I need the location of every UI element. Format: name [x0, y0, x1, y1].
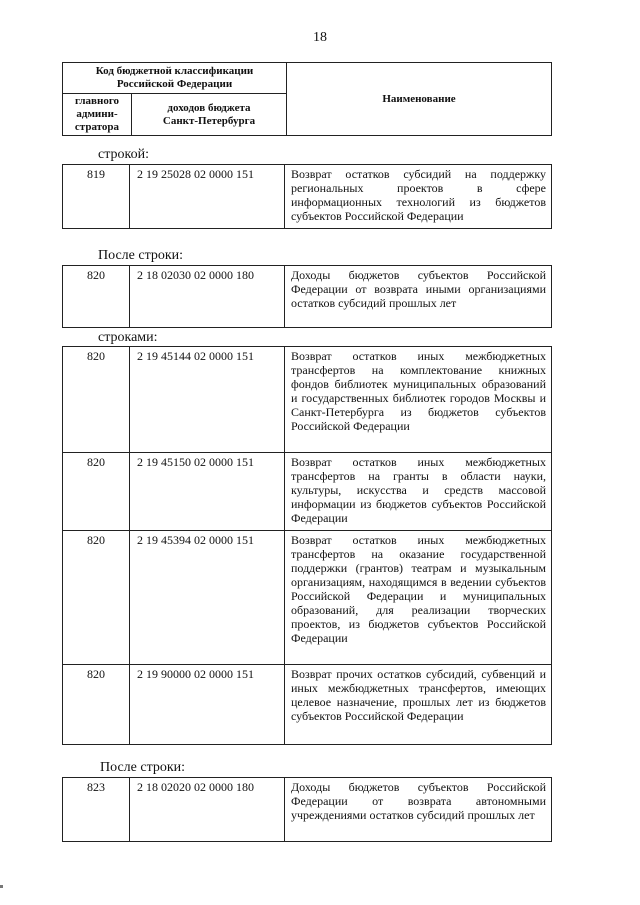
table-row — [63, 165, 552, 229]
kbk-code: 2 19 45394 02 0000 151 — [130, 531, 285, 665]
data-table — [62, 164, 552, 229]
table-row — [63, 266, 552, 328]
header-table — [62, 62, 552, 136]
item-name: Возврат остатков иных межбюджетных трансфертов на гранты в области науки, культуры, искусства и средств массовой информации из бюджетов субъектов Российской Федерации — [285, 453, 552, 531]
admin-code: 823 — [63, 778, 130, 842]
item-name: Возврат остатков иных межбюджетных трансфертов на оказание государственной поддержки (грантов) театрам и музыкальным организациям, находящимся в ведении субъектов Российской Федерации и муниципальных образований, для реализации творческих проектов, из бюджетов субъектов Российской Федерации — [285, 531, 552, 665]
kbk-code: 2 18 02020 02 0000 180 — [130, 778, 285, 842]
kbk-code: 2 19 45150 02 0000 151 — [130, 453, 285, 531]
header-admin: главного админи-стратора — [63, 94, 132, 136]
kbk-code: 2 19 45144 02 0000 151 — [130, 347, 285, 453]
kbk-code: 2 19 90000 02 0000 151 — [130, 665, 285, 745]
admin-code: 819 — [63, 165, 130, 229]
header-name: Наименование — [287, 63, 552, 136]
admin-code: 820 — [63, 347, 130, 453]
item-name: Доходы бюджетов субъектов Российской Федерации от возврата автономными учреждениями остатков субсидий прошлых лет — [285, 778, 552, 842]
admin-code: 820 — [63, 453, 130, 531]
data-table — [62, 265, 552, 328]
data-table — [62, 777, 552, 842]
header-income: доходов бюджета Санкт-Петербурга — [132, 94, 287, 136]
section-caption: После строки: — [100, 760, 186, 775]
table-row — [63, 531, 552, 665]
item-name: Доходы бюджетов субъектов Российской Федерации от возврата иными организациями остатков субсидий прошлых лет — [285, 266, 552, 328]
item-name: Возврат прочих остатков субсидий, субвенций и иных межбюджетных трансфертов, имеющих целевое назначение, прошлых лет из бюджетов субъектов Российской Федерации — [285, 665, 552, 745]
section-caption: строками: — [98, 330, 158, 345]
kbk-code: 2 19 25028 02 0000 151 — [130, 165, 285, 229]
admin-code: 820 — [63, 665, 130, 745]
table-row — [63, 347, 552, 453]
header-kbk: Код бюджетной классификации Российской Федерации — [63, 63, 287, 94]
section-caption: После строки: — [98, 248, 184, 263]
section-caption: строкой: — [98, 147, 149, 162]
admin-code: 820 — [63, 266, 130, 328]
data-table — [62, 346, 552, 745]
item-name: Возврат остатков иных межбюджетных трансфертов на комплектование книжных фондов библиотек муниципальных образований и государственных библиотек городов Москвы и Санкт-Петербурга из бюджетов субъектов Российской Федерации — [285, 347, 552, 453]
admin-code: 820 — [63, 531, 130, 665]
table-row — [63, 665, 552, 745]
scan-mark — [0, 885, 3, 888]
page-number: 18 — [313, 30, 327, 45]
table-row — [63, 778, 552, 842]
kbk-code: 2 18 02030 02 0000 180 — [130, 266, 285, 328]
table-row — [63, 453, 552, 531]
item-name: Возврат остатков субсидий на поддержку региональных проектов в сфере информационных технологий из бюджетов субъектов Российской Федерации — [285, 165, 552, 229]
